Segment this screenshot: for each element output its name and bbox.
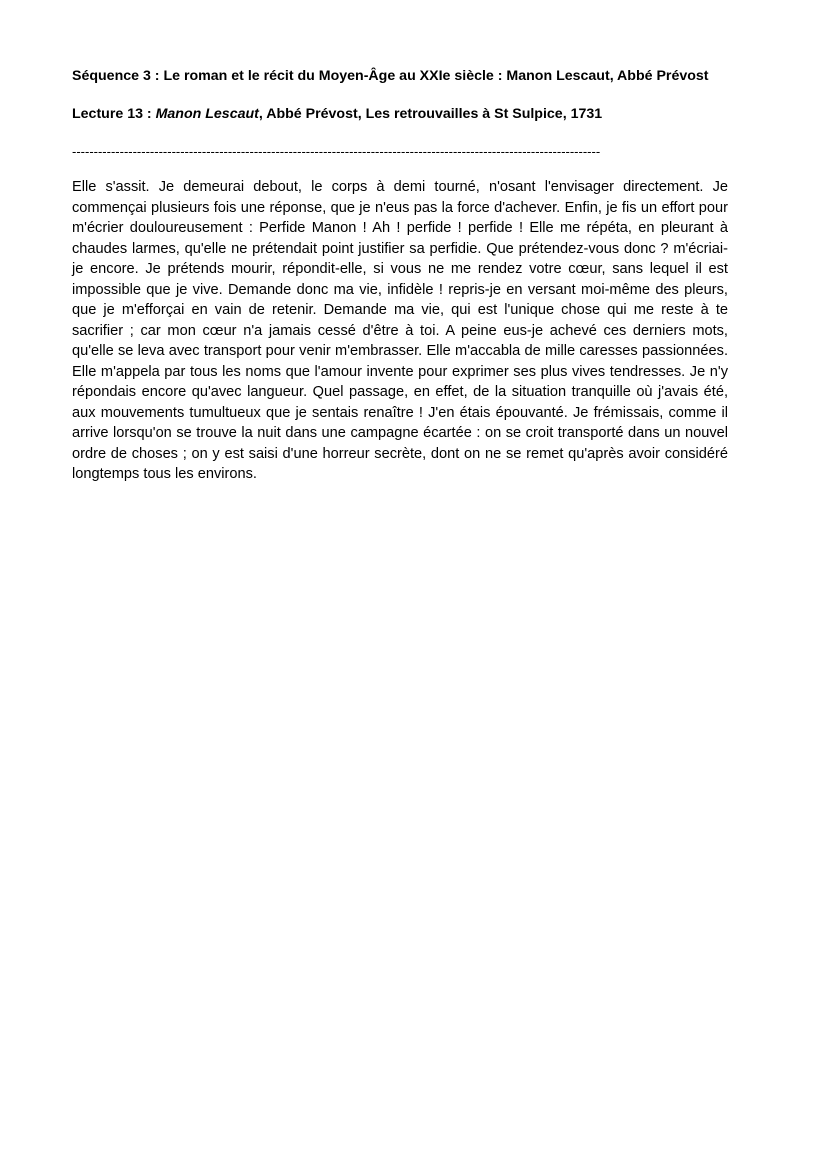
lecture-prefix: Lecture 13 : [72, 106, 156, 122]
passage-text: Elle s'assit. Je demeurai debout, le corps à demi tourné, n'osant l'envisager directement. Je commençai plusieurs fois une réponse, que je n'eus pas la force d'achever. Enfin, je fis un effort pour m'écrier douloureusement : Perfide Manon ! Ah ! perfide ! perfide ! Elle me répéta, en pleurant à chaudes larmes, qu'elle ne prétendait point justifier sa perfidie. Que prétendez-vous donc ? m'écriai-je encore. Je prétends mourir, répondit-elle, si vous ne me rendez votre cœur, sans lequel il est impossible que je vive. Demande donc ma vie, infidèle ! repris-je en versant moi-même des pleurs, que je m'efforçai en vain de retenir. Demande ma vie, qui est l'unique chose qui me reste à te sacrifier ; car mon cœur n'a jamais cessé d'être à toi. A peine eus-je achevé ces derniers mots, qu'elle se leva avec transport pour venir m'embrasser. Elle m'accabla de mille caresses passionnées. Elle m'appela par tous les noms que l'amour invente pour exprimer ses plus vives tendresses. Je n'y répondais encore qu'avec langueur. Quel passage, en effet, de la situation tranquille où j'avais été, aux mouvements tumultueux que je sentais renaître ! J'en étais épouvanté. Je frémissais, comme il arrive lorsqu'on se trouve la nuit dans une campagne écartée : on se croit transporté dans un nouvel ordre de choses ; on y est saisi d'une horreur secrète, dont on ne se remet qu'après avoir considéré longtemps tous les environs. [72, 179, 728, 482]
lecture-work-title: Manon Lescaut [155, 106, 259, 122]
lecture-details: , Abbé Prévost, Les retrouvailles à St Sulpice, 1731 [258, 106, 603, 122]
sequence-heading: Séquence 3 : Le roman et le récit du Moyen-Âge au XXIe siècle : Manon Lescaut, Abbé Prévost [72, 68, 709, 84]
lecture-heading [72, 104, 728, 125]
dashed-separator: -------------------------------------------------------------------------------------------------------------------------- [72, 144, 601, 159]
